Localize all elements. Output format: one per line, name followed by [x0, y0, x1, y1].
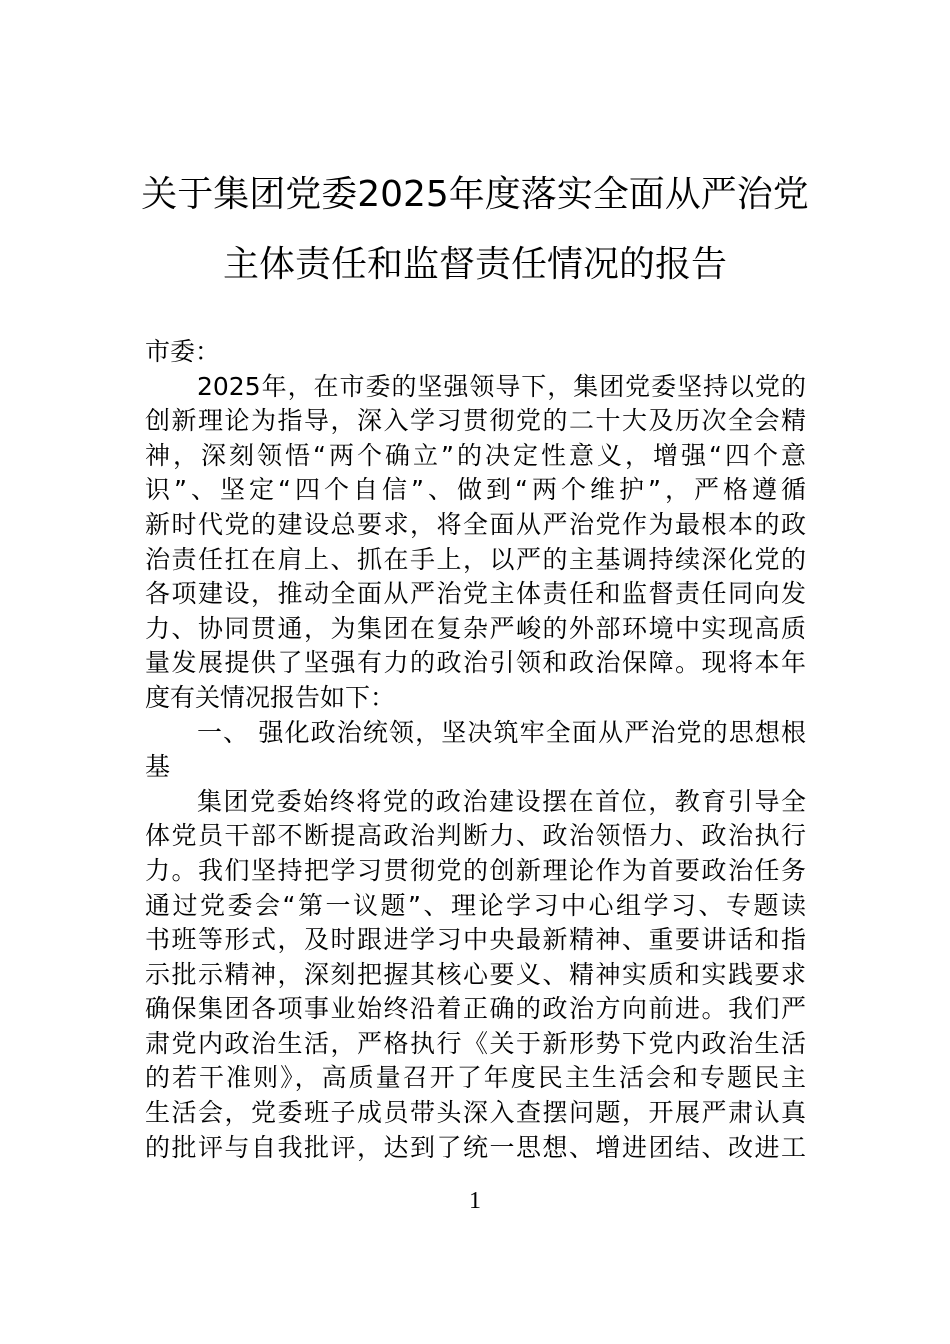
- body-text-line: 神，深刻领悟“两个确立”的决定性意义，增强“四个意: [145, 440, 806, 470]
- body-text-line: 书班等形式，及时跟进学习中央最新精神、重要讲话和指: [145, 925, 806, 955]
- body-text-line: 基: [145, 752, 171, 782]
- body-text-line: 示批示精神，深刻把握其核心要义、精神实质和实践要求: [145, 959, 806, 989]
- body-text-line: 市委：: [145, 337, 221, 366]
- body-text-line: 生活会，党委班子成员带头深入查摆问题，开展严肃认真: [145, 1098, 806, 1128]
- body-text-line: 集团党委始终将党的政治建设摆在首位，教育引导全: [197, 786, 806, 816]
- document-title-line-2: 主体责任和监督责任情况的报告: [222, 244, 727, 285]
- body-text-line: 的批评与自我批评，达到了统一思想、增进团结、改进工: [145, 1132, 806, 1162]
- body-text-line: 通过党委会“第一议题”、理论学习中心组学习、专题读: [145, 890, 806, 920]
- body-text-line: 体党员干部不断提高政治判断力、政治领悟力、政治执行: [145, 821, 806, 851]
- body-text-line: 治责任扛在肩上、抓在手上，以严的主基调持续深化党的: [145, 544, 806, 574]
- body-text-line: 一、 强化政治统领，坚决筑牢全面从严治党的思想根: [197, 717, 806, 747]
- document-title-line-1: 关于集团党委2025年度落实全面从严治党: [141, 174, 809, 215]
- body-text-line: 量发展提供了坚强有力的政治引领和政治保障。现将本年: [145, 648, 806, 678]
- body-text-line: 各项建设，推动全面从严治党主体责任和监督责任同向发: [145, 579, 806, 609]
- body-text-line: 力。我们坚持把学习贯彻党的创新理论作为首要政治任务: [145, 855, 806, 885]
- body-text-line: 识”、坚定“四个自信”、做到“两个维护”，严格遵循: [145, 475, 806, 505]
- body-text-line: 创新理论为指导，深入学习贯彻党的二十大及历次全会精: [145, 406, 806, 436]
- body-text-line: 确保集团各项事业始终沿着正确的政治方向前进。我们严: [145, 994, 806, 1024]
- body-text-line: 新时代党的建设总要求，将全面从严治党作为最根本的政: [145, 509, 806, 539]
- body-text-line: 2025年，在市委的坚强领导下，集团党委坚持以党的: [197, 371, 806, 401]
- body-text-line: 肃党内政治生活，严格执行《关于新形势下党内政治生活: [145, 1028, 806, 1058]
- body-text-line: 的若干准则》，高质量召开了年度民主生活会和专题民主: [145, 1063, 806, 1093]
- document-body: [145, 335, 806, 1165]
- body-text-line: 力、协同贯通，为集团在复杂严峻的外部环境中实现高质: [145, 613, 806, 643]
- body-text-line: 度有关情况报告如下：: [145, 682, 396, 712]
- page-number: 1: [469, 1188, 481, 1214]
